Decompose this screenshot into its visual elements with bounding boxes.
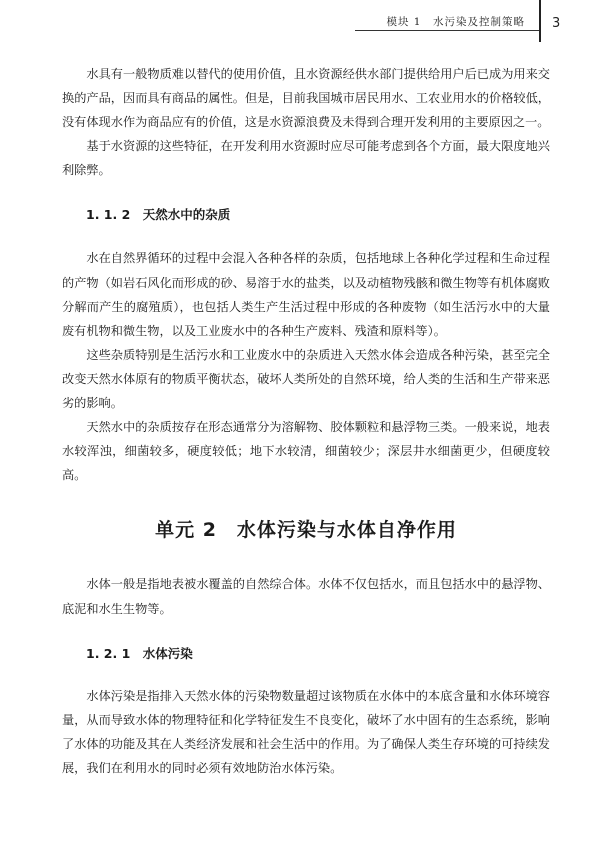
page-body — [62, 62, 550, 780]
page-number: 3 — [552, 16, 561, 31]
paragraph-water-pollution-definition: 水体污染是指排入天然水体的污染物数量超过该物质在水体中的本底含量和水体环境容量，从而导致水体的物理特征和化学特征发生不良变化，破坏了水中固有的生态系统，影响了水体的功能及其在人类经济发展和社会生活中的作用。为了确保人类生存环境的可持续发展，我们在利用水的同时必须有效地防治水体污染。 — [62, 688, 550, 775]
section-heading-1-1-2: 1. 1. 2 天然水中的杂质 — [86, 207, 231, 223]
header-vertical-rule — [539, 0, 541, 42]
paragraph-impurities-forms: 天然水中的杂质按存在形态通常分为溶解物、胶体颗粒和悬浮物三类。一般来说，地表水较浑浊，细菌较多，硬度较低；地下水较清，细菌较少；深层井水细菌更少，但硬度较高。 — [62, 420, 550, 483]
unit-heading-2: 单元 2 水体污染与水体自净作用 — [155, 519, 457, 542]
paragraph-water-resource-features: 基于水资源的这些特征，在开发利用水资源时应尽可能考虑到各个方面，最大限度地兴利除弊。 — [62, 139, 550, 178]
paragraph-impurities-pollution: 这些杂质特别是生活污水和工业废水中的杂质进入天然水体会造成各种污染，甚至完全改变天然水体原有的物质平衡状态，破坏人类所处的自然环境，给人类的生活和生产带来恶劣的影响。 — [62, 347, 550, 411]
section-heading-1-2-1: 1. 2. 1 水体污染 — [86, 645, 193, 661]
paragraph-impurities-sources: 水在自然界循环的过程中会混入各种各样的杂质，包括地球上各种化学过程和生命过程的产物（如岩石风化而形成的砂、易溶于水的盐类，以及动植物残骸和微生物等有机体腐败分解而产生的腐殖质），也包括人类生产生活过程中形成的各种废物（如生活污水中的大量废有机物和微生物，以及工业废水中的各种生产废料、残渣和原料等）。 — [62, 251, 550, 338]
paragraph-water-body-definition: 水体一般是指地表被水覆盖的自然综合体。水体不仅包括水，而且包括水中的悬浮物、底泥和水生生物等。 — [62, 577, 550, 616]
running-title: 模块 1 水污染及控制策略 — [386, 16, 525, 28]
header-rule — [355, 30, 539, 31]
page-header — [0, 0, 611, 44]
paragraph-water-commodity: 水具有一般物质难以替代的使用价值，且水资源经供水部门提供给用户后已成为用来交换的产品，因而具有商品的属性。但是，目前我国城市居民用水、工农业用水的价格较低，没有体现水作为商品应有的价值，这是水资源浪费及未得到合理开发利用的主要原因之一。 — [62, 67, 550, 130]
